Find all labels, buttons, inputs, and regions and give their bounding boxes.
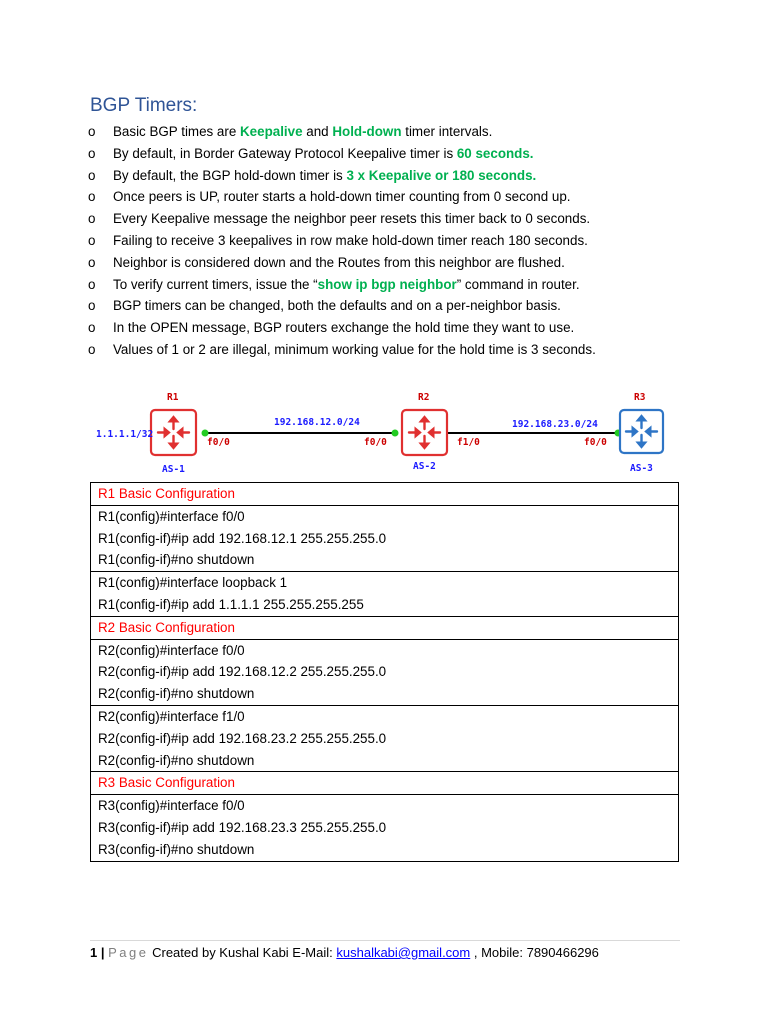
bullet-marker: o: [88, 189, 96, 205]
router-r2-icon: [402, 410, 447, 455]
bullet-text: Neighbor is considered down and the Routes from this neighbor are flushed.: [113, 254, 565, 270]
config-section-header-row: [91, 616, 679, 639]
config-section-title-text: R3 Basic Configuration: [98, 775, 235, 791]
bullet-highlight: Hold-down: [332, 124, 402, 139]
config-section-title: [91, 616, 679, 639]
bullet-item: [88, 317, 596, 339]
r2-port-right-label: f1/0: [457, 437, 480, 448]
r1-loopback-label: 1.1.1.1/32: [96, 429, 154, 440]
config-command-group-row: [91, 639, 679, 705]
bullet-text: Failing to receive 3 keepalives in row make hold-down timer reach 180 seconds.: [113, 232, 588, 248]
footer-credit: Created by Kushal Kabi E-Mail:: [152, 945, 337, 960]
page-heading: BGP Timers:: [90, 95, 198, 116]
bullet-highlight: show ip bgp neighbor: [317, 276, 457, 292]
bullet-text: By default, the BGP hold-down timer is: [113, 167, 347, 183]
footer-email-link[interactable]: kushalkabi@gmail.com: [336, 945, 471, 960]
network-topology-diagram: [88, 386, 678, 478]
bullet-text: BGP timers can be changed, both the defaults and on a per-neighbor basis.: [113, 298, 561, 314]
r2-as-label: AS-2: [413, 461, 436, 472]
bullet-item: [88, 252, 596, 274]
config-section-title-text: R1 Basic Configuration: [98, 486, 235, 501]
footer-page-word: Page: [108, 945, 149, 960]
bullet-marker: o: [88, 167, 96, 183]
bullet-item: [88, 230, 596, 252]
bullet-marker: o: [88, 145, 96, 161]
footer-separator: |: [97, 945, 109, 960]
r2-port-left-label: f0/0: [364, 437, 387, 448]
bullet-marker: o: [88, 232, 96, 248]
router-r1-icon: [151, 410, 196, 455]
config-command-line: R3(config-if)#no shutdown: [98, 841, 255, 857]
config-command-group: [91, 705, 679, 771]
r3-name-label: R3: [634, 392, 646, 403]
config-command-line: R1(config-if)#ip add 1.1.1.1 255.255.255.255: [98, 596, 364, 612]
config-command-line: R3(config-if)#ip add 192.168.23.3 255.255.255.0: [98, 819, 387, 835]
bullet-text: Values of 1 or 2 are illegal, minimum working value for the hold time is 3 seconds.: [113, 341, 596, 357]
config-command-line: R1(config)#interface loopback 1: [98, 575, 288, 591]
bullet-item: [88, 274, 596, 296]
config-command-group: [91, 572, 679, 617]
config-section-header-row: [91, 483, 679, 506]
bullet-text: Once peers is UP, router starts a hold-down timer counting from 0 second up.: [113, 189, 571, 205]
config-command-line: R1(config-if)#no shutdown: [98, 552, 255, 568]
config-command-line: R2(config)#interface f1/0: [98, 708, 245, 724]
config-command-line: R2(config-if)#no shutdown: [98, 686, 255, 702]
config-section-title: [91, 483, 679, 506]
bullet-text: Basic BGP times are: [113, 124, 241, 139]
r2-name-label: R2: [418, 392, 430, 403]
bullet-marker: o: [88, 254, 96, 270]
config-section-header-row: [91, 772, 679, 795]
page-footer: [90, 940, 680, 960]
bullet-marker: o: [88, 211, 96, 227]
config-command-line: R2(config)#interface f0/0: [98, 642, 245, 658]
config-command-group: [91, 795, 679, 861]
port-dot-r2-f0: [392, 430, 399, 437]
bullet-highlight: Keepalive: [240, 124, 303, 139]
bullet-text: In the OPEN message, BGP routers exchange the hold time they want to use.: [113, 320, 575, 336]
port-dot-r1-f0: [202, 430, 209, 437]
config-section-title-text: R2 Basic Configuration: [98, 619, 235, 635]
net23-label: 192.168.23.0/24: [512, 419, 598, 430]
config-command-group: [91, 639, 679, 705]
config-command-line: R2(config-if)#ip add 192.168.12.2 255.255.255.0: [98, 664, 387, 680]
bullet-marker: o: [88, 276, 96, 292]
bullet-highlight: 3 x Keepalive or 180 seconds.: [346, 167, 537, 183]
config-section-title: [91, 772, 679, 795]
config-command-group-row: [91, 705, 679, 771]
bullet-text: By default, in Border Gateway Protocol Keepalive timer is: [113, 145, 457, 161]
config-command-line: R2(config-if)#ip add 192.168.23.2 255.255.255.0: [98, 730, 387, 746]
timer-bullet-list: [88, 121, 596, 361]
config-command-group-row: [91, 795, 679, 861]
r3-as-label: AS-3: [630, 463, 653, 474]
bullet-item: [88, 186, 596, 208]
r1-name-label: R1: [167, 392, 179, 403]
router-r3-icon: [620, 410, 663, 453]
footer-page-number: 1: [90, 945, 98, 960]
bullet-marker: o: [88, 320, 96, 336]
bullet-marker: o: [88, 298, 96, 314]
config-command-line: R1(config-if)#ip add 192.168.12.1 255.255.255.0: [98, 530, 387, 546]
bullet-item: [88, 165, 596, 187]
bullet-text: Every Keepalive message the neighbor peer resets this timer back to 0 seconds.: [113, 211, 591, 227]
bullet-text: To verify current timers, issue the “: [113, 276, 318, 292]
config-command-line: R2(config-if)#no shutdown: [98, 752, 255, 768]
config-command-group-row: [91, 505, 679, 571]
r1-port-label: f0/0: [207, 437, 230, 448]
bullet-highlight: 60 seconds.: [456, 145, 534, 161]
bullet-marker: o: [88, 341, 96, 357]
bullet-item: [88, 143, 596, 165]
bullet-text: and: [302, 124, 333, 139]
config-command-line: R1(config)#interface f0/0: [98, 508, 245, 524]
configuration-table: [90, 482, 679, 862]
bullet-item: [88, 208, 596, 230]
config-command-line: R3(config)#interface f0/0: [98, 798, 245, 814]
bullet-text: ” command in router.: [456, 276, 580, 292]
bullet-item: [88, 121, 596, 143]
config-command-group: [91, 505, 679, 571]
bullet-marker: o: [88, 124, 96, 139]
bullet-item: [88, 339, 596, 361]
config-command-group-row: [91, 572, 679, 617]
r3-port-label: f0/0: [584, 437, 607, 448]
net12-label: 192.168.12.0/24: [274, 417, 360, 428]
bullet-text: timer intervals.: [401, 124, 493, 139]
bullet-item: [88, 295, 596, 317]
r1-as-label: AS-1: [162, 464, 185, 475]
footer-mobile: , Mobile: 7890466296: [470, 945, 599, 960]
